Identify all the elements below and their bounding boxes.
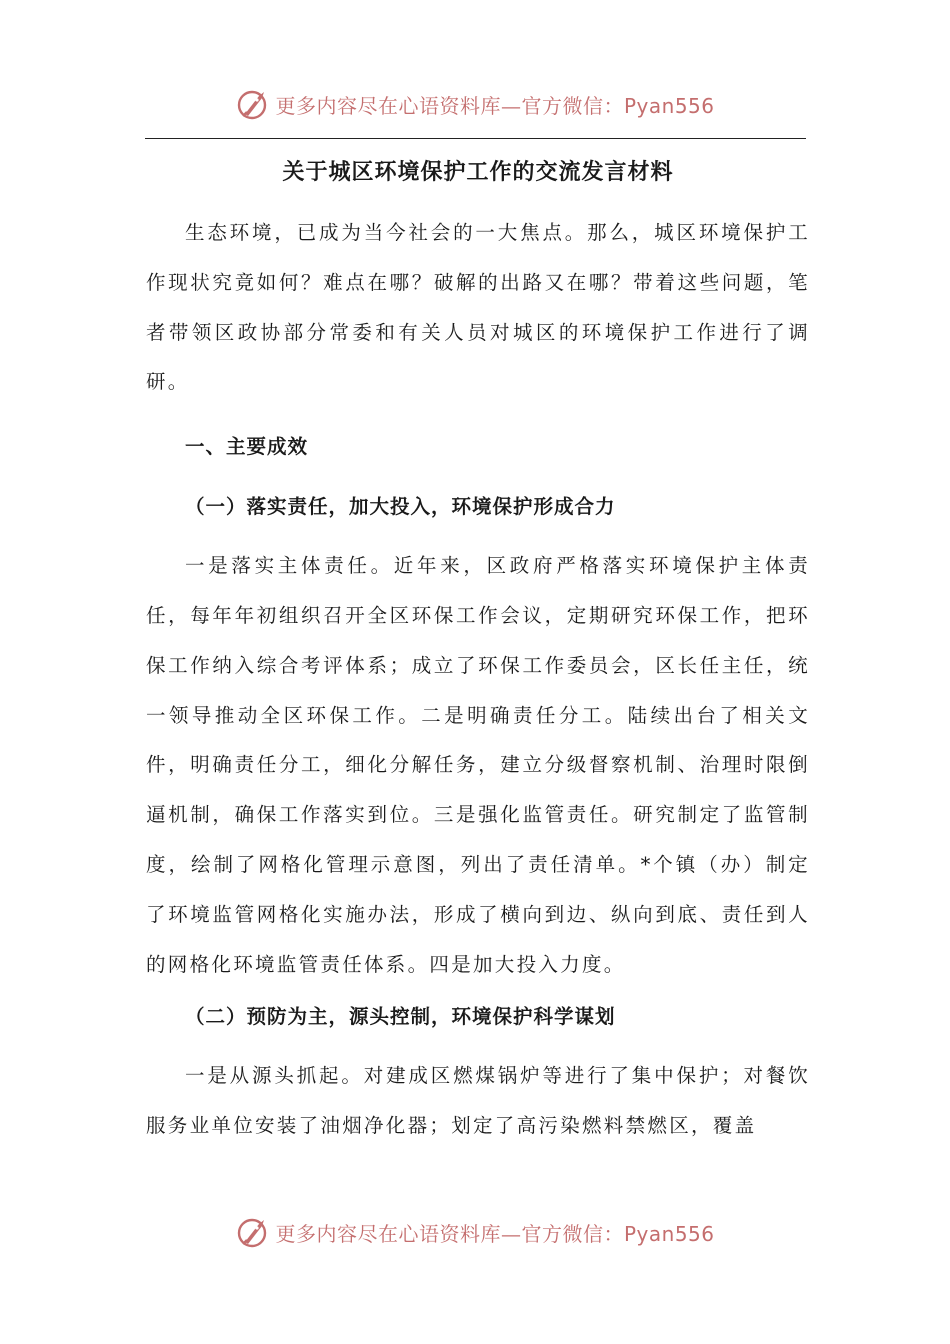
subsection-1-body: 一是落实主体责任。近年来，区政府严格落实环境保护主体责任，每年年初组织召开全区环保工作会议，定期研究环保工作，把环保工作纳入综合考评体系；成立了环保工作委员会，区长任主任，统一领导推动全区环保工作。二是明确责任分工。陆续出台了相关文件，明确责任分工，细化分解任务，建立分级督察机制、治理时限倒逼机制，确保工作落实到位。三是强化监管责任。研究制定了监管制度，绘制了网格化管理示意图，列出了责任清单。*个镇（办）制定了环境监管网格化实施办法，形成了横向到边、纵向到底、责任到人的网格化环境监管责任体系。四是加大投入力度。: [146, 554, 810, 976]
banner-text: [275, 1218, 714, 1247]
footer-banner: [0, 1212, 950, 1252]
banner-wechat-label: 官方微信：: [521, 93, 624, 118]
header-divider: [145, 138, 806, 139]
subsection-2-body: 一是从源头抓起。对建成区燃煤锅炉等进行了集中保护；对餐饮服务业单位安装了油烟净化器；划定了高污染燃料禁燃区，覆盖: [146, 1064, 810, 1138]
section-heading-main-results: 一、主要成效: [185, 435, 309, 459]
banner-site-text: 更多内容尽在心语资料库: [275, 93, 501, 118]
banner-separator: —: [500, 93, 522, 118]
intro-paragraph: 生态环境，已成为当今社会的一大焦点。那么，城区环境保护工作现状究竟如何？难点在哪？破解的出路又在哪？带着这些问题，笔者带领区政协部分常委和有关人员对城区的环境保护工作进行了调研。: [146, 221, 810, 394]
banner-separator: —: [500, 1221, 522, 1246]
banner-wechat-label: 官方微信：: [521, 1221, 624, 1246]
document-title: 关于城区环境保护工作的交流发言材料: [282, 159, 674, 185]
banner-site-text: 更多内容尽在心语资料库: [275, 1221, 501, 1246]
subsection-heading-2: （二）预防为主，源头控制，环境保护科学谋划: [185, 1005, 616, 1029]
header-banner: [0, 84, 950, 124]
pen-nib-logo-icon: [235, 86, 271, 122]
document-body: [146, 150, 810, 1151]
banner-text: [275, 90, 714, 119]
pen-nib-logo-icon: [235, 1214, 271, 1250]
banner-wechat-id: Pyan556: [623, 1221, 715, 1246]
subsection-heading-1: （一）落实责任，加大投入，环境保护形成合力: [185, 495, 616, 519]
banner-wechat-id: Pyan556: [623, 93, 715, 118]
